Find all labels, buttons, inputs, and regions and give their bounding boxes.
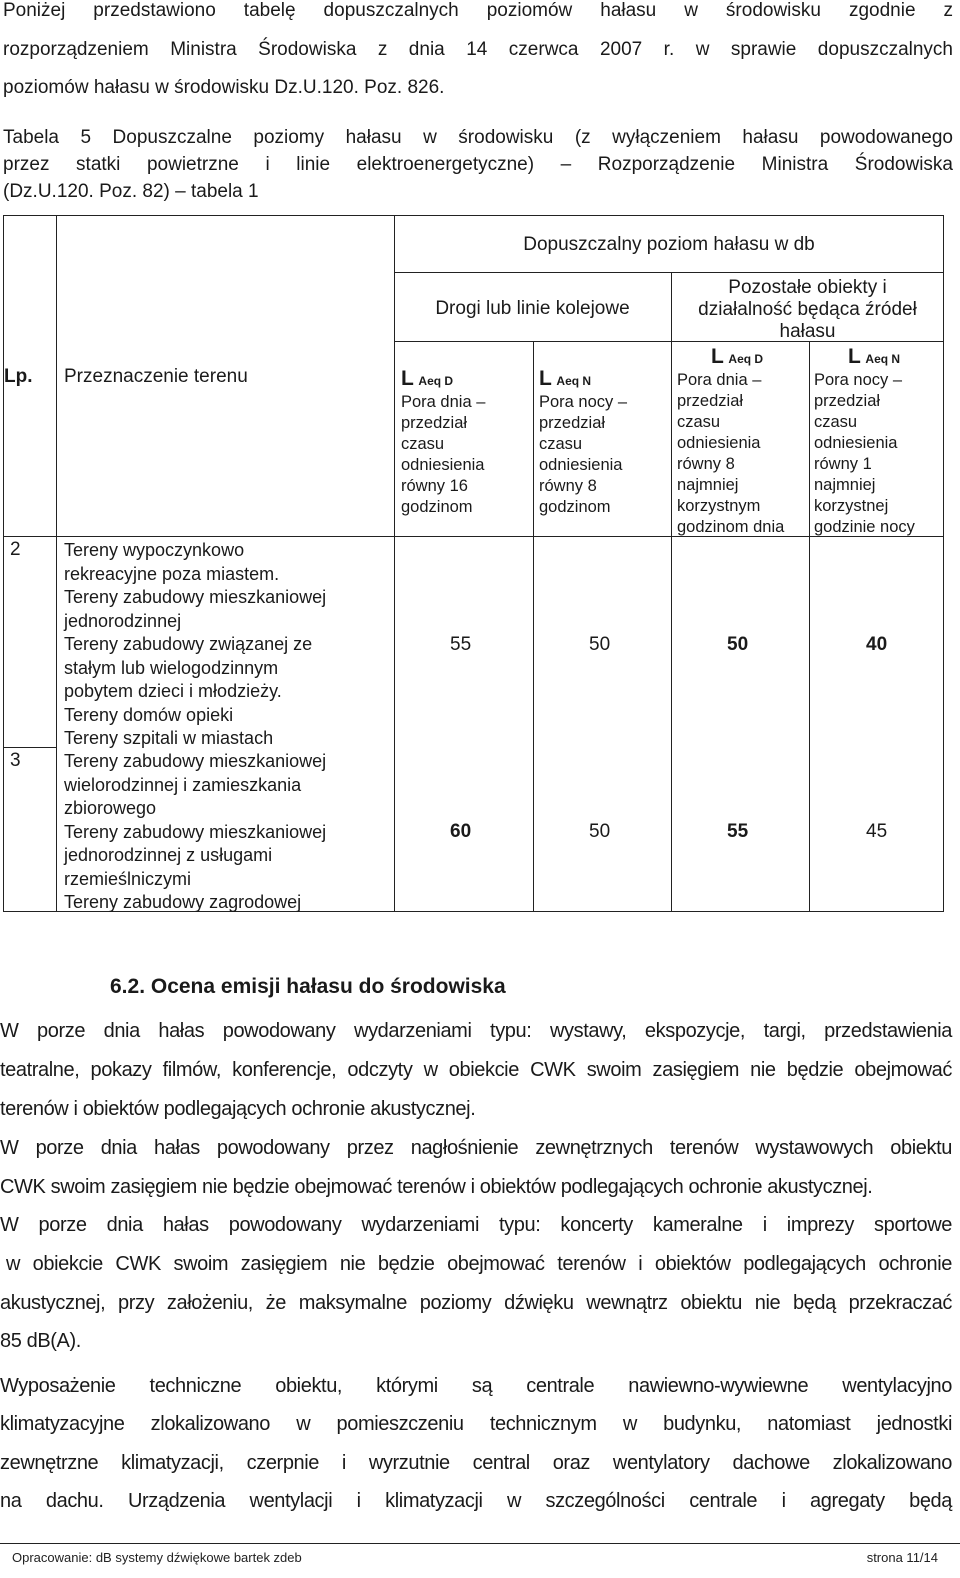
row-lp: 3: [10, 750, 21, 771]
l-symbol: L: [711, 345, 724, 368]
section-heading: 6.2. Ocena emisji hałasu do środowiska: [110, 975, 506, 998]
other-day-line: przedział: [677, 392, 744, 410]
purpose-line: Tereny zabudowy mieszkaniowej: [64, 751, 327, 771]
roads-day-line: godzinom: [401, 498, 473, 516]
other-day-line: Pora dnia –: [677, 371, 762, 389]
other-night-line: Pora nocy –: [814, 371, 903, 389]
footer-divider: [0, 1543, 960, 1544]
section-line: w obiekcie CWK swoim zasięgiem nie będzie obejmować terenów i obiektów podlegających ochronie: [6, 1253, 952, 1275]
section-line: W porze dnia hałas powodowany przez nagłośnienie zewnętrznych terenów wystawowych obiektu: [0, 1137, 952, 1159]
footer-page-number: strona 11/14: [866, 1550, 938, 1565]
roads-night-line: przedział: [539, 414, 606, 432]
intro-line-1: Poniżej przedstawiono tabelę dopuszczalnych poziomów hałasu w środowisku zgodnie z: [3, 0, 953, 21]
purpose-line: jednorodzinnej: [64, 610, 182, 631]
l-symbol: L: [401, 367, 414, 390]
intro-line-2: rozporządzeniem Ministra Środowiska z dnia 14 czerwca 2007 r. w sprawie dopuszczalnych: [3, 39, 953, 60]
other-day-line: czasu: [677, 413, 721, 431]
purpose-line: jednorodzinnej z usługami: [64, 845, 273, 865]
roads-day-line: czasu: [401, 435, 445, 453]
value-other-night: 45: [866, 821, 888, 842]
table-title-line-2: przez statki powietrzne i linie elektroenergetyczne) – Rozporządzenie Ministra Środowiska: [3, 154, 953, 175]
value-other-day: 50: [727, 634, 749, 655]
table-divider: [394, 216, 395, 911]
section-line: W porze dnia hałas powodowany wydarzeniami typu: koncerty kameralne i imprezy sportowe: [0, 1214, 952, 1236]
value-other-night: 40: [866, 634, 888, 655]
other-night-line: przedział: [814, 392, 881, 410]
purpose-line: Tereny zabudowy zagrodowej: [64, 892, 302, 912]
other-day-line: korzystnym: [677, 497, 761, 515]
other-day-line: najmniej: [677, 476, 739, 494]
value-other-day: 55: [727, 821, 749, 842]
roads-night-line: godzinom: [539, 498, 611, 516]
aeq-n-label: Aeq N: [865, 352, 901, 366]
section-line: Wyposażenie techniczne obiektu, którymi są centrale nawiewno-wywiewne wentylacyjno: [0, 1375, 952, 1397]
section-line: teatralne, pokazy filmów, konferencje, odczyty w obiekcie CWK swoim zasięgiem nie będzie obejmować: [0, 1059, 952, 1081]
purpose-line: pobytem dzieci i młodzieży.: [64, 681, 282, 701]
aeq-n-label: Aeq N: [556, 374, 592, 388]
value-roads-night: 50: [589, 634, 611, 655]
other-day-line: godzinom dnia: [677, 518, 785, 536]
purpose-line: Tereny zabudowy mieszkaniowej: [64, 587, 327, 607]
other-header-line: działalność będąca źródeł: [698, 299, 917, 320]
roads-night-line: równy 8: [539, 477, 597, 495]
group-header-roads: Drogi lub linie kolejowe: [435, 298, 630, 319]
table-title-line-1: Tabela 5 Dopuszczalne poziomy hałasu w środowisku (z wyłączeniem hałasu powodowanego: [3, 127, 953, 148]
purpose-line: wielorodzinnej i zamieszkania: [64, 774, 302, 795]
other-header-line: hałasu: [779, 321, 836, 342]
value-roads-day: 60: [450, 821, 472, 842]
row-lp: 2: [10, 539, 21, 560]
column-header-lp: Lp.: [4, 366, 33, 387]
purpose-line: Tereny zabudowy związanej ze: [64, 634, 313, 654]
group-header-other: [671, 277, 944, 343]
purpose-line: Tereny wypoczynkowo: [64, 540, 245, 560]
purpose-line: Tereny domów opieki: [64, 704, 234, 725]
row-purpose: [64, 539, 392, 751]
other-header-line: Pozostałe obiekty i: [728, 277, 887, 298]
section-line: na dachu. Urządzenia wentylacji i klimatyzacji w szczególności centrale i agregaty będą: [0, 1490, 952, 1512]
purpose-line: Tereny zabudowy mieszkaniowej: [64, 821, 327, 842]
other-night-line: równy 1: [814, 455, 872, 473]
section-line: W porze dnia hałas powodowany wydarzeniami typu: wystawy, ekspozycje, targi, przedstawienia: [0, 1020, 952, 1042]
header-roads-day: [401, 368, 531, 518]
intro-line-3: poziomów hałasu w środowisku Dz.U.120. Poz. 826.: [3, 77, 445, 98]
column-header-purpose: Przeznaczenie terenu: [64, 366, 248, 387]
l-symbol: L: [848, 345, 861, 368]
table-divider: [394, 272, 943, 273]
other-night-line: godzinie nocy: [814, 518, 915, 536]
group-header-allowed-level: Dopuszczalny poziom hałasu w db: [523, 234, 815, 255]
other-day-line: odniesienia: [677, 434, 761, 452]
section-line: CWK swoim zasięgiem nie będzie obejmować terenów i obiektów podlegających ochronie akustycznej.: [0, 1176, 873, 1198]
purpose-line: stałym lub wielogodzinnym: [64, 657, 279, 678]
table-divider: [533, 341, 534, 911]
table-divider: [671, 272, 672, 911]
other-night-line: odniesienia: [814, 434, 898, 452]
header-roads-night: [539, 368, 669, 518]
purpose-line: Tereny szpitali w miastach: [64, 728, 274, 748]
section-line: 85 dB(A).: [0, 1330, 81, 1352]
row-purpose: [64, 750, 392, 915]
section-line: terenów i obiektów podlegających ochronie akustycznej.: [0, 1098, 476, 1120]
table-divider: [56, 216, 57, 911]
table-divider: [4, 747, 56, 748]
l-symbol: L: [539, 367, 552, 390]
footer-author: Opracowanie: dB systemy dźwiękowe bartek zdeb: [12, 1550, 302, 1565]
noise-limits-table: [3, 215, 944, 912]
other-night-line: korzystnej: [814, 497, 889, 515]
table-divider: [809, 341, 810, 911]
aeq-d-label: Aeq D: [418, 374, 454, 388]
section-line: klimatyzacyjne zlokalizowano w pomieszczeniu technicznym w budynku, natomiast jednostki: [0, 1413, 952, 1435]
purpose-line: rekreacyjne poza miastem.: [64, 563, 280, 584]
other-day-line: równy 8: [677, 455, 735, 473]
purpose-line: rzemieślniczymi: [64, 868, 192, 889]
roads-night-line: Pora nocy –: [539, 393, 628, 411]
roads-day-line: Pora dnia –: [401, 393, 486, 411]
header-other-day: [677, 346, 809, 538]
roads-day-line: równy 16: [401, 477, 468, 495]
value-roads-day: 55: [450, 634, 472, 655]
section-line: zewnętrzne klimatyzacji, czerpnie i wyrzutnie central oraz wentylatory dachowe zlokalizowano: [0, 1452, 952, 1474]
section-line: akustycznej, przy założeniu, że maksymalne poziomy dźwięku wewnątrz obiektu nie będą przekraczać: [0, 1292, 952, 1314]
roads-day-line: odniesienia: [401, 456, 485, 474]
other-night-line: czasu: [814, 413, 858, 431]
table-title-line-3: (Dz.U.120. Poz. 82) – tabela 1: [3, 181, 259, 202]
other-night-line: najmniej: [814, 476, 876, 494]
aeq-d-label: Aeq D: [728, 352, 764, 366]
roads-day-line: przedział: [401, 414, 468, 432]
roads-night-line: odniesienia: [539, 456, 623, 474]
value-roads-night: 50: [589, 821, 611, 842]
purpose-line: zbiorowego: [64, 798, 157, 818]
header-other-night: [814, 346, 944, 538]
roads-night-line: czasu: [539, 435, 583, 453]
